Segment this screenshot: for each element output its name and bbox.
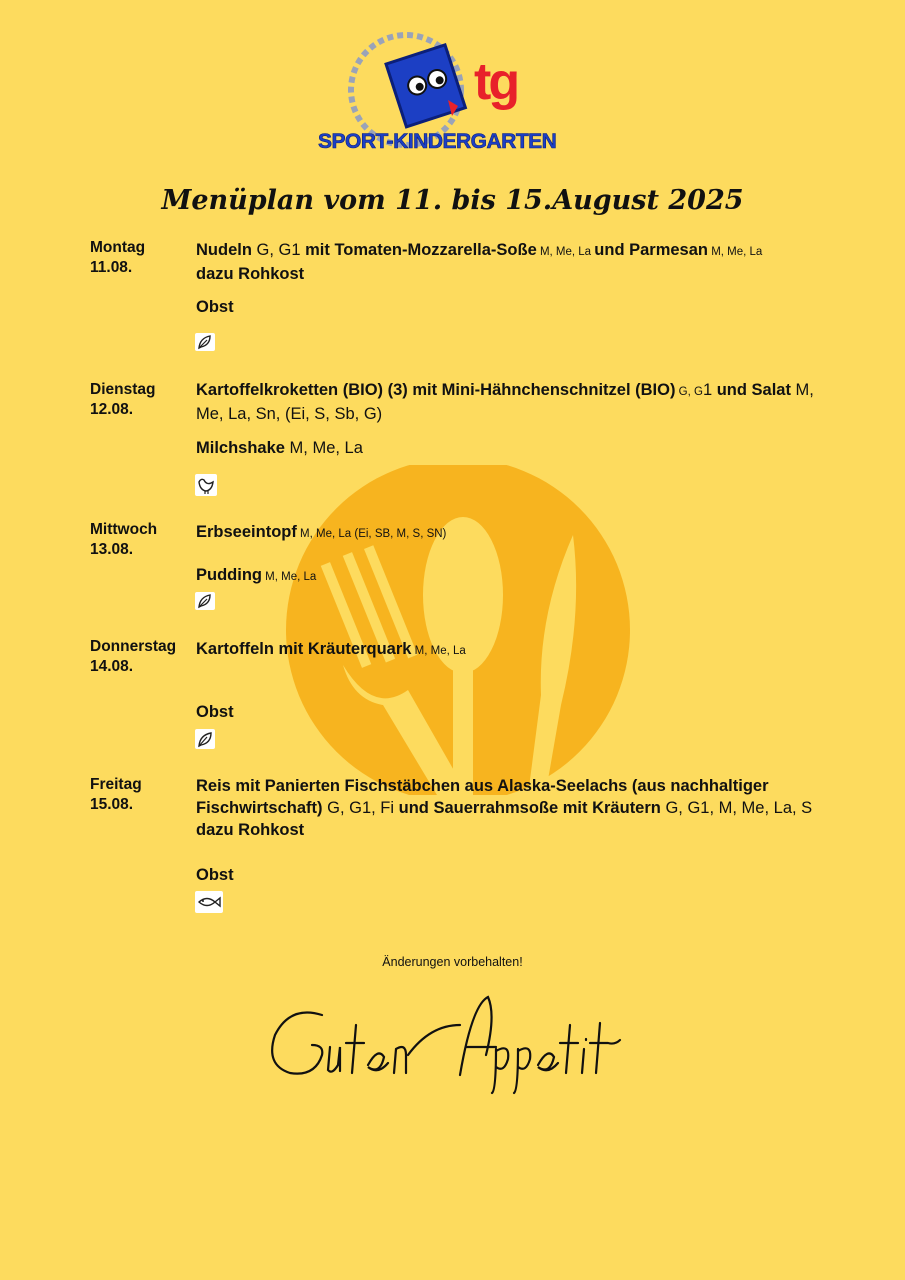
page-title: Menüplan vom 11. bis 15.August 2025: [161, 185, 744, 216]
day-label-thursday: Donnerstag 14.08.: [90, 638, 177, 675]
leaf-icon: [195, 333, 215, 351]
guten-appetit-signature: [260, 985, 650, 1095]
fish-icon: [195, 891, 223, 913]
dish-friday-main: Reis mit Panierten Fischstäbchen aus Alaska-Seelachs (aus nachhaltiger Fischwirtschaft) G, G1, Fi und Sauerrahmsoße mit Kräutern G, G1, M, Me, La, S dazu Rohkost: [196, 777, 813, 839]
dish-wednesday-extra: Pudding M, Me, La: [196, 566, 317, 584]
day-label-friday: Freitag 15.08.: [90, 776, 142, 813]
changes-note: Änderungen vorbehalten!: [382, 955, 523, 969]
cutlery-watermark-icon: [283, 465, 633, 795]
dish-tuesday-main: Kartoffelkroketten (BIO) (3) mit Mini-Hähnchenschnitzel (BIO) G, G1 und Salat M, Me, La, Sn, (Ei, S, Sb, G): [196, 381, 814, 423]
dish-thursday-extra: Obst: [196, 703, 234, 721]
day-label-wednesday: Mittwoch 13.08.: [90, 521, 158, 558]
dish-friday-extra: Obst: [196, 866, 234, 884]
dish-monday-main: Nudeln G, G1 mit Tomaten-Mozzarella-Soße M, Me, La und Parmesan M, Me, La dazu Rohkost: [196, 241, 763, 283]
leaf-icon: [195, 592, 215, 610]
dish-thursday-main: Kartoffeln mit Kräuterquark M, Me, La: [196, 640, 466, 658]
chicken-icon: [195, 474, 217, 496]
leaf-icon: [195, 729, 215, 749]
dish-wednesday-main: Erbseeintopf M, Me, La (Ei, SB, M, S, SN): [196, 523, 447, 541]
day-label-tuesday: Dienstag 12.08.: [90, 381, 156, 418]
logo-name-text: SPORT-KINDERGARTEN: [318, 130, 557, 153]
dish-monday-extra: Obst: [196, 298, 234, 316]
logo-tg-text: tg: [474, 53, 518, 111]
day-label-monday: Montag 11.08.: [90, 239, 146, 276]
dish-tuesday-extra: Milchshake M, Me, La: [196, 439, 363, 457]
